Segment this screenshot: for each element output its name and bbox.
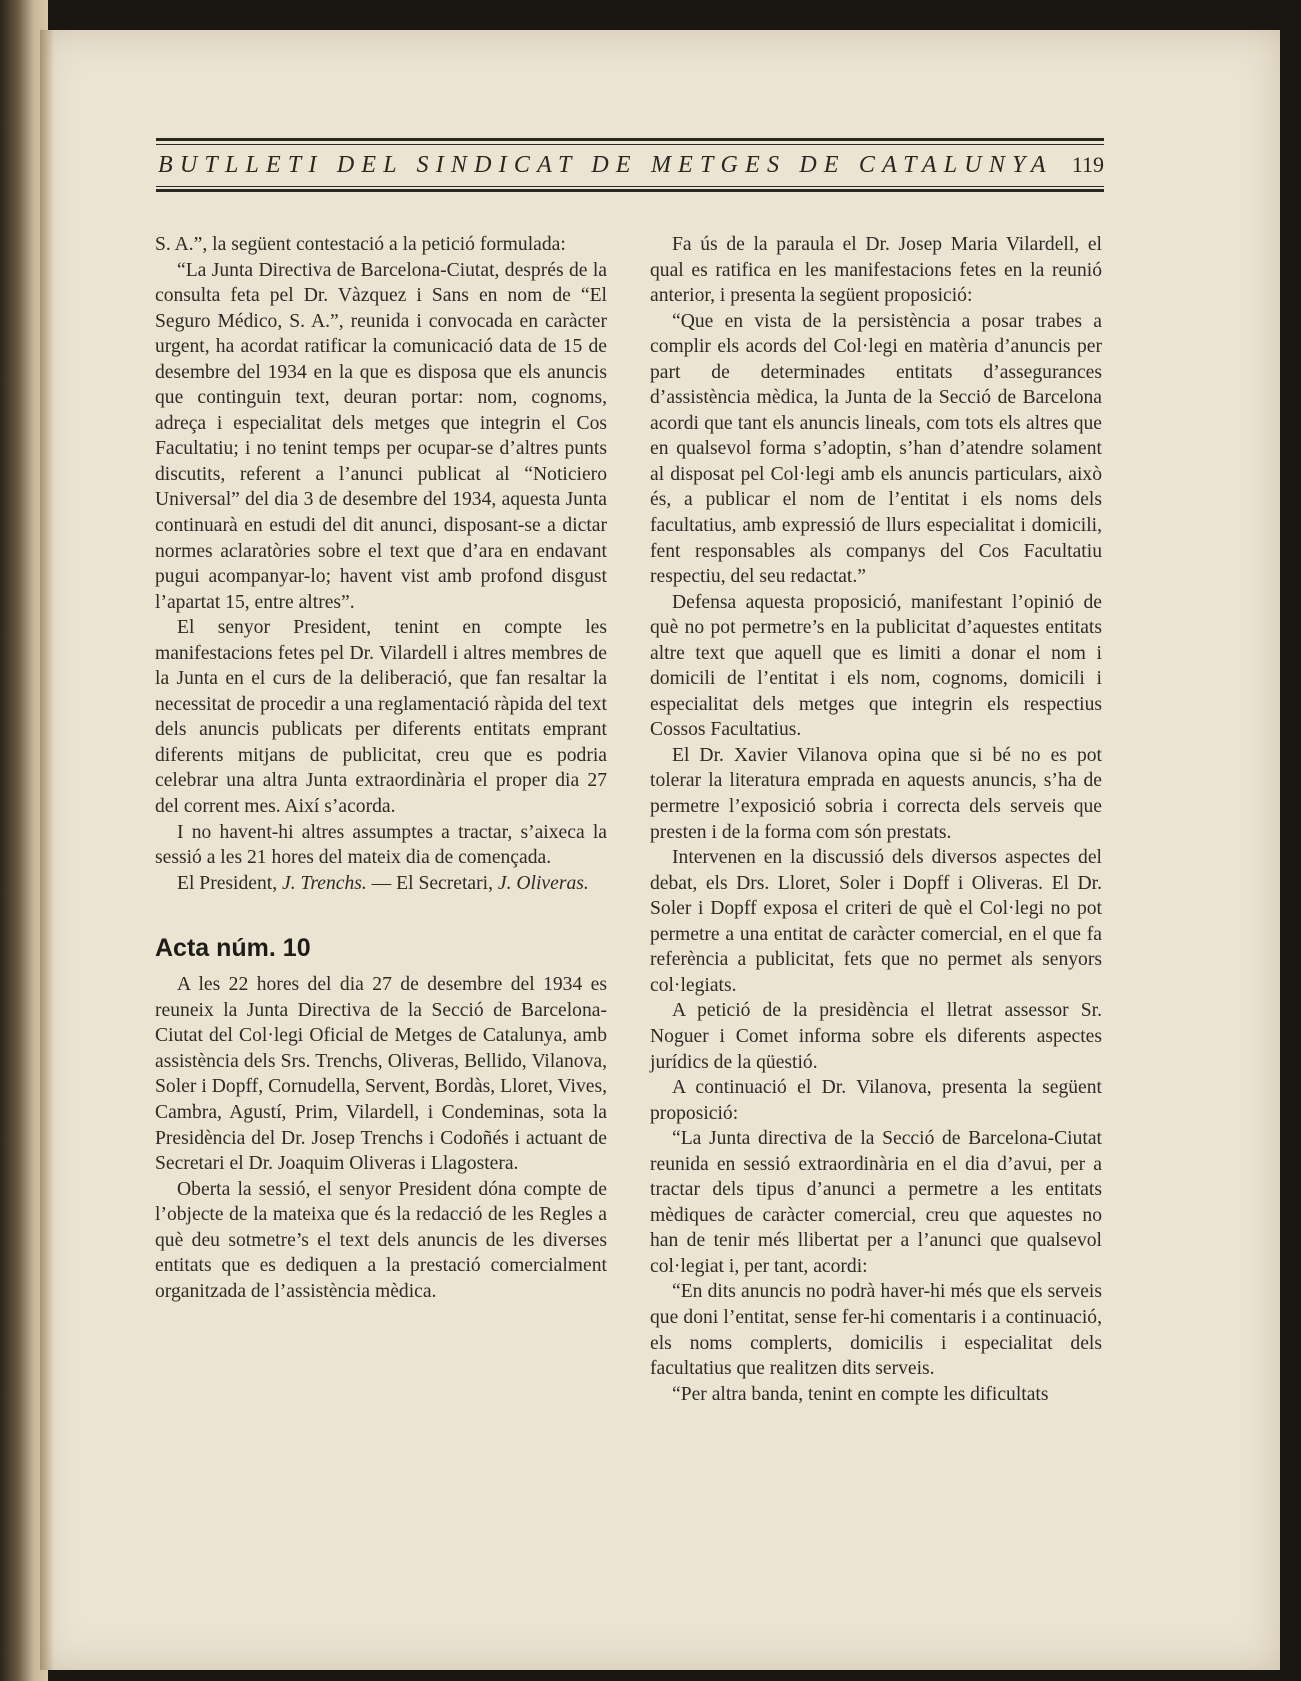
signature-dash: —	[366, 872, 397, 894]
journal-title: BUTLLETI DEL SINDICAT DE METGES DE CATALUNYA	[158, 152, 1053, 178]
page-number: 119	[1071, 152, 1104, 177]
header-rule-bottom-thick	[156, 189, 1104, 192]
paragraph: Oberta la sessió, el senyor President dóna compte de l’objecte de la mateixa que és la redacció de les Regles a què deu sotmetre’s el text dels anuncis de les diverses entitats que es dediquen a la prestació comercialment organitzada de l’assistència mèdica.	[155, 1178, 607, 1302]
paragraph: I no havent-hi altres assumptes a tractar, s’aixeca la sessió a les 21 hores del mateix dia de començada.	[155, 821, 607, 869]
running-header	[156, 134, 1104, 194]
paragraph: Defensa aquesta proposició, manifestant l’opinió de què no pot permetre’s en la publicitat d’aquestes entitats altre text que aquell que es limiti a donar el nom i domicili de l’entitat i els nom, cognoms, domicili i especialitat dels metges que integrin els respectius Cossos Facultatius.	[650, 591, 1102, 741]
paragraph: S. A.”, la següent contestació a la petició formulada:	[155, 234, 566, 255]
signature-line	[155, 871, 607, 897]
paragraph: El Dr. Xavier Vilanova opina que si bé no es pot tolerar la literatura emprada en aquests anuncis, s’ha de permetre l’exposició sobria i correcta dels serveis que presten i de la forma com són prestats.	[650, 744, 1102, 843]
paragraph: Intervenen en la discussió dels diversos aspectes del debat, els Drs. Lloret, Soler i Dopff i Oliveras. El Dr. Soler i Dopff exposa el criteri de què el Col·legi no pot permetre a una entitat de caràcter comercial, en el que fa referència a publicitat, fets que no permet als senyors col·legiats.	[650, 847, 1102, 996]
president-name: J. Trenchs.	[282, 872, 367, 894]
header-rule-top-thin	[156, 144, 1104, 145]
paragraph: A les 22 hores del dia 27 de desembre del 1934 es reuneix la Junta Directiva de la Secció de Barcelona-Ciutat del Col·legi Oficial de Metges de Catalunya, amb assistència dels Srs. Trenchs, Oliveras, Bellido, Vilanova, Soler i Dopff, Cornudella, Servent, Bordàs, Lloret, Vives, Cambra, Agustí, Prim, Vilardell, i Condeminas, sota la Presidència del Dr. Josep Trenchs i Codoñés i actuant de Secretari el Dr. Joaquim Oliveras i Llagostera.	[155, 974, 607, 1175]
secretary-name: J. Oliveras.	[497, 872, 589, 894]
president-label: El President,	[177, 872, 278, 894]
quoted-paragraph: “En dits anuncis no podrà haver-hi més que els serveis que doni l’entitat, sense fer-hi comentaris i a continuació, els noms complerts, domicilis i especialitat dels facultatius que realitzen dits serveis.	[650, 1281, 1102, 1380]
left-column	[155, 232, 607, 1304]
paragraph: A petició de la presidència el lletrat assessor Sr. Noguer i Comet informa sobre els diferents aspectes jurídics de la qüestió.	[650, 1000, 1102, 1073]
paragraph: A continuació el Dr. Vilanova, presenta la següent proposició:	[650, 1077, 1102, 1124]
section-heading: Acta núm. 10	[155, 934, 311, 963]
header-rule-bottom-thin	[156, 186, 1104, 187]
secretary-label: El Secretari,	[396, 872, 493, 894]
right-column	[650, 232, 1102, 1407]
header-rule-top-thick	[156, 138, 1104, 141]
page-gutter	[40, 30, 54, 1670]
quoted-paragraph: “Que en vista de la persistència a posar trabes a complir els acords del Col·legi en matèria d’anuncis per part de determinades entitats d’assegurances d’assistència mèdica, la Junta de la Secció de Barcelona acordi que tant els anuncis lineals, com tots els altres que en qualsevol forma s’adoptin, s’han d’atendre solament al disposat pel Col·legi amb els anuncis particulars, això és, a publicar el nom de l’entitat i els noms dels facultatius, amb expressió de llurs especialitat i domicili, fent responsables als companys del Cos Facultatiu respectiu, del seu redactat.”	[650, 310, 1102, 588]
quoted-paragraph: “La Junta directiva de la Secció de Barcelona-Ciutat reunida en sessió extraordinària en el dia d’avui, per a tractar dels tipus d’anunci a permetre a les entitats mèdiques de caràcter comercial, creu que aquestes no han de tenir més llibertat per a l’anunci que qualsevol col·legiat i, per tant, acordi:	[650, 1128, 1102, 1277]
paragraph: El senyor President, tenint en compte les manifestacions fetes pel Dr. Vilardell i altres membres de la Junta en el curs de la deliberació, que fan resaltar la necessitat de procedir a una reglamentació ràpida del text dels anuncis publicats per diferents entitats emprant diferents mitjans de publicitat, creu que es podria celebrar una altra Junta extraordinària el proper dia 27 del corrent mes. Així s’acorda.	[155, 617, 607, 818]
paragraph: Fa ús de la paraula el Dr. Josep Maria Vilardell, el qual es ratifica en les manifestacions fetes en la reunió anterior, i presenta la següent proposició:	[650, 234, 1102, 307]
quoted-paragraph: “Per altra banda, tenint en compte les dificultats	[672, 1383, 1049, 1405]
quoted-paragraph: “La Junta Directiva de Barcelona-Ciutat, després de la consulta feta pel Dr. Vàzquez i Sans en nom de “El Seguro Médico, S. A.”, reunida i convocada en caràcter urgent, ha acordat ratificar la comunicació data de 15 de desembre del 1934 en la que es disposa que els anuncis que continguin text, deuran portar: nom, cognoms, adreça i especialitat dels metges que integrin el Cos Facultatiu; i no tenint temps per ocupar-se d’altres punts discutits, referent a l’anunci publicat al “Noticiero Universal” del dia 3 de desembre del 1934, aquesta Junta continuarà en estudi del dit anunci, disposant-se a dictar normes aclaratòries sobre el text que d’ara en endavant pugui acompanyar-lo; havent vist amb profond disgust l’apartat 15, entre altres”.	[155, 259, 607, 613]
